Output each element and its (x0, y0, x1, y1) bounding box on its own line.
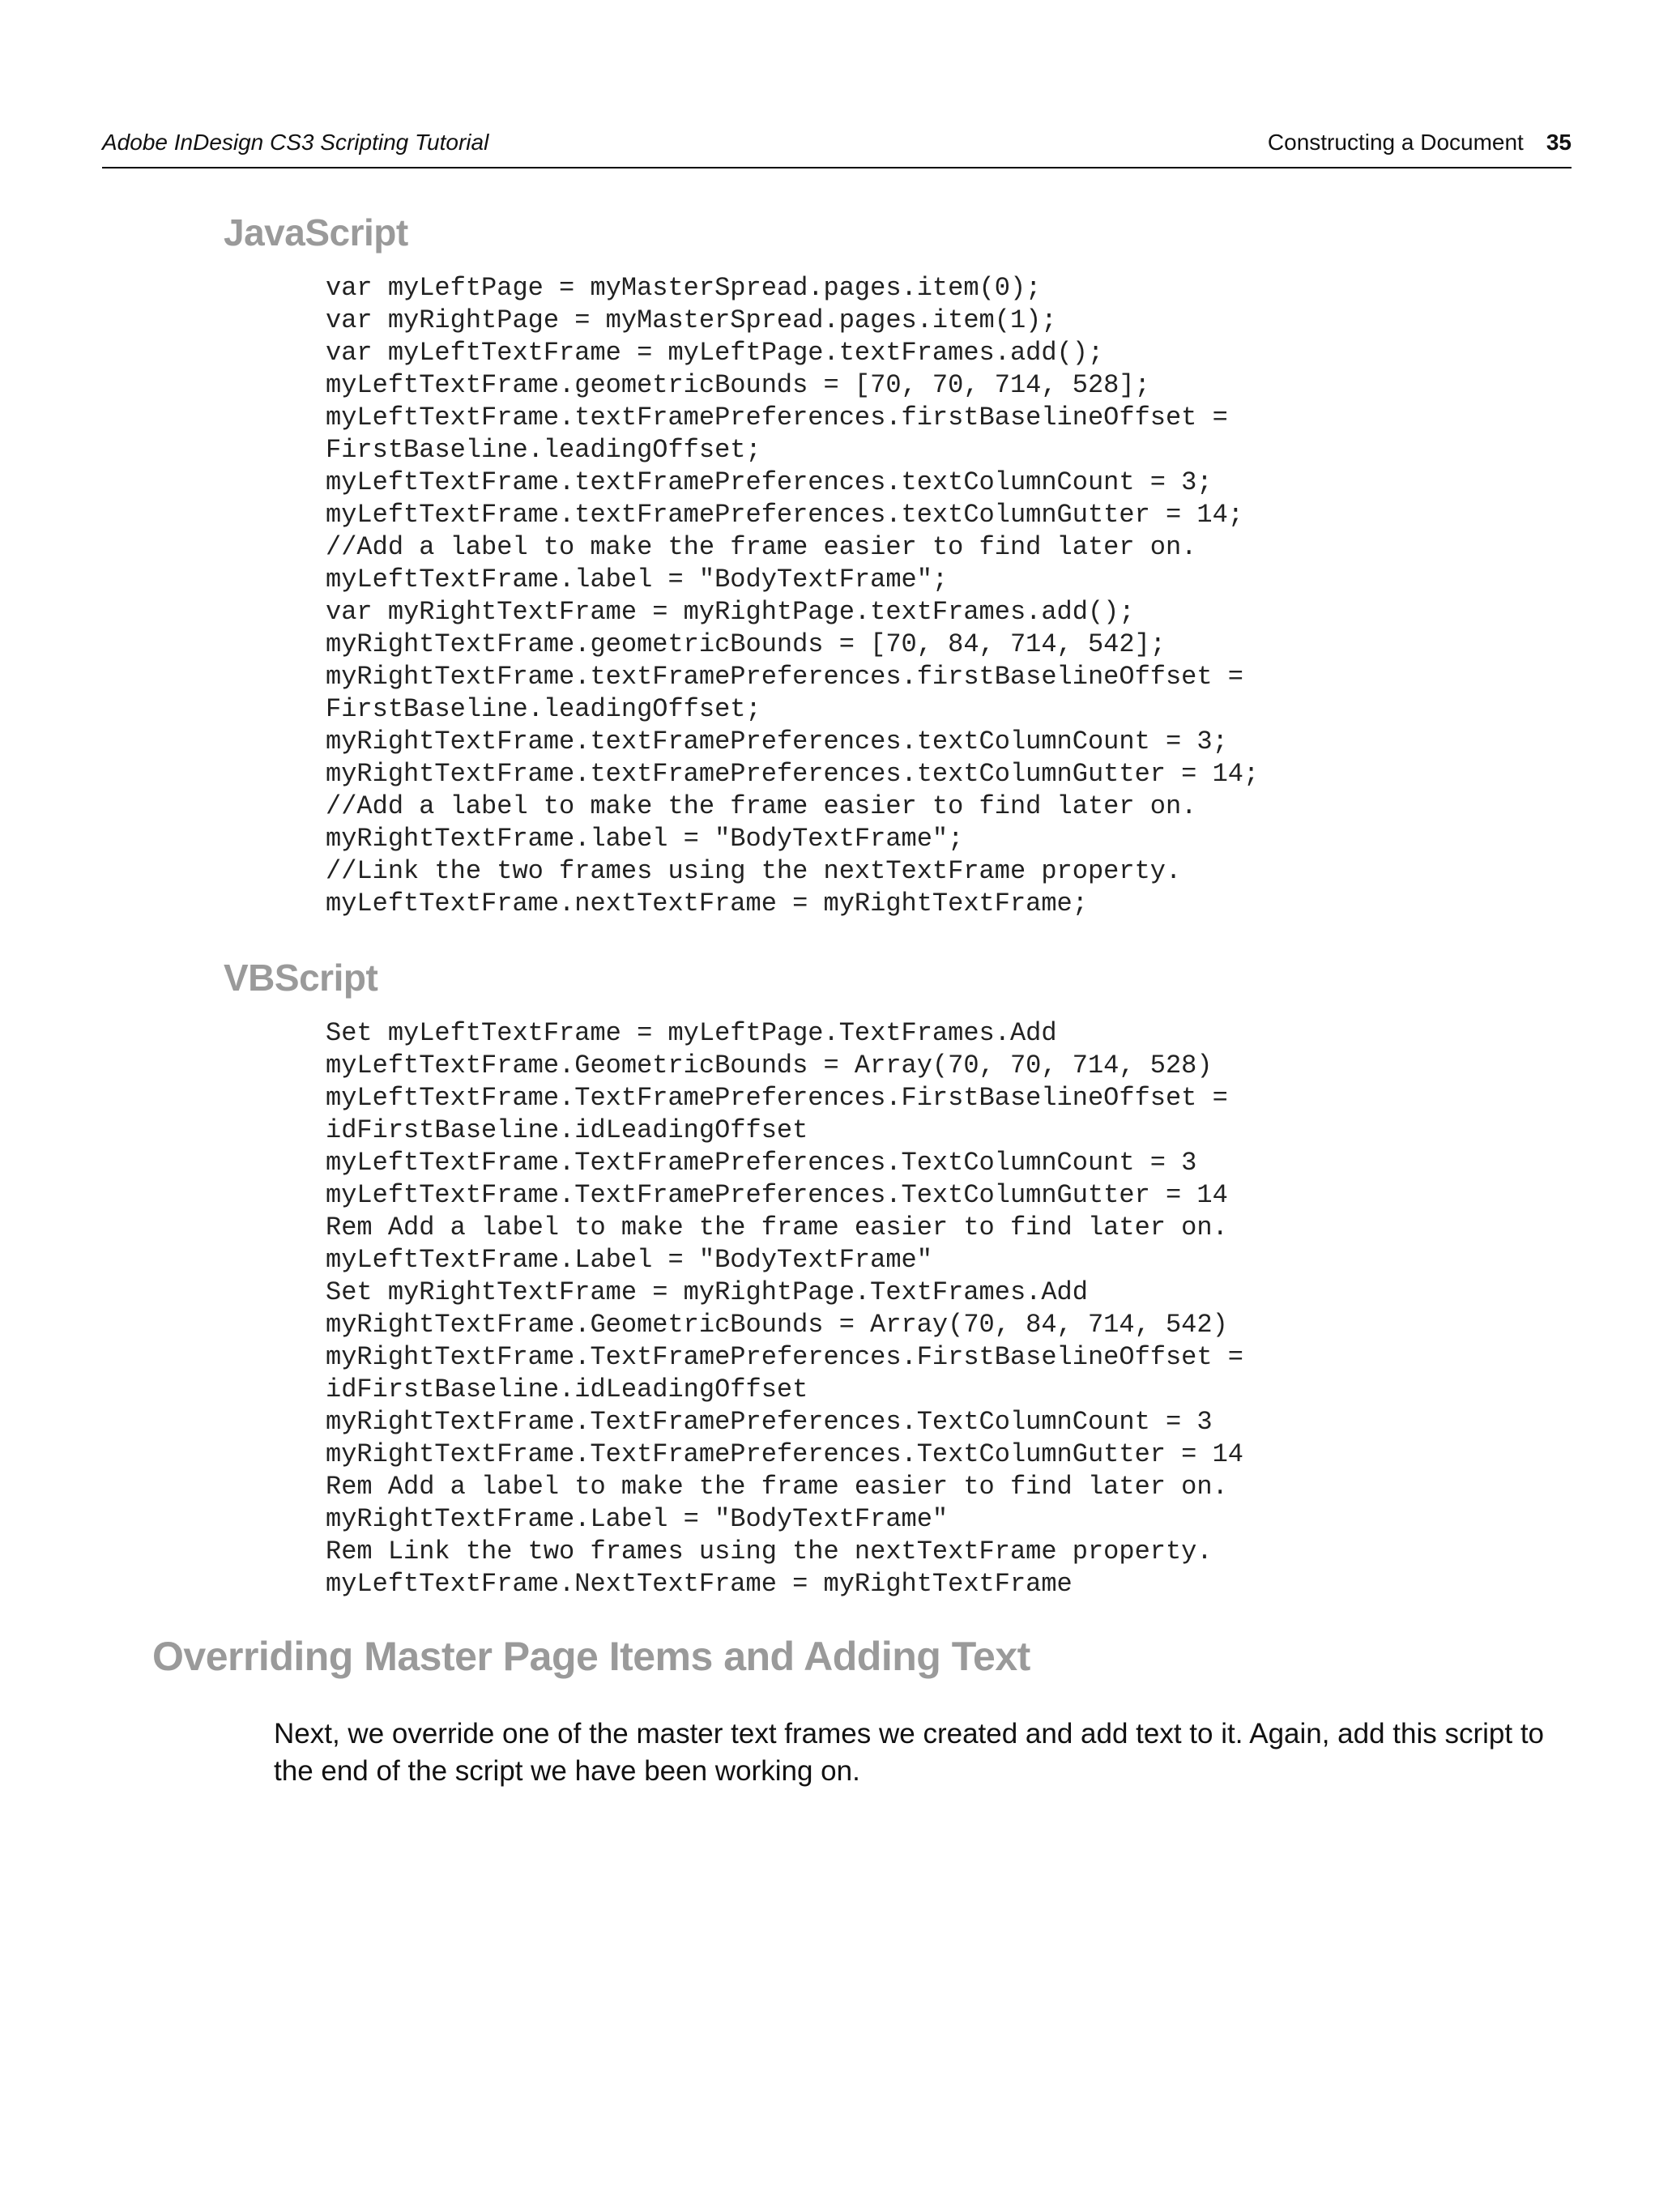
code-line: var myRightTextFrame = myRightPage.textFrames.add(); (326, 597, 1135, 627)
javascript-heading: JavaScript (224, 211, 408, 254)
code-line: myLeftTextFrame.textFramePreferences.firstBaselineOffset = (326, 403, 1228, 433)
code-line: Set myLeftTextFrame = myLeftPage.TextFrames.Add (326, 1018, 1057, 1048)
code-line: myLeftTextFrame.Label = "BodyTextFrame" (326, 1245, 932, 1275)
code-line: myRightTextFrame.TextFramePreferences.FirstBaselineOffset = (326, 1342, 1243, 1372)
code-line: myRightTextFrame.TextFramePreferences.TextColumnCount = 3 (326, 1407, 1213, 1437)
code-line: myLeftTextFrame.GeometricBounds = Array(70, 70, 714, 528) (326, 1051, 1213, 1080)
code-line: idFirstBaseline.idLeadingOffset (326, 1375, 808, 1404)
running-header-section: Constructing a Document (1267, 130, 1524, 155)
vbscript-heading: VBScript (224, 957, 378, 999)
code-line: //Add a label to make the frame easier to find later on. (326, 791, 1197, 821)
code-line: myLeftTextFrame.textFramePreferences.textColumnCount = 3; (326, 467, 1213, 497)
code-line: myRightTextFrame.TextFramePreferences.TextColumnGutter = 14 (326, 1439, 1243, 1469)
code-line: Rem Add a label to make the frame easier to find later on. (326, 1472, 1228, 1502)
running-header-title: Adobe InDesign CS3 Scripting Tutorial (102, 130, 489, 155)
overriding-body-paragraph: Next, we override one of the master text frames we created and add text to it. Again, add this script to the end of the script we have been working on. (274, 1718, 1545, 1787)
code-line: myRightTextFrame.Label = "BodyTextFrame" (326, 1504, 949, 1534)
code-line: myLeftTextFrame.label = "BodyTextFrame"; (326, 565, 949, 595)
code-line: myLeftTextFrame.TextFramePreferences.TextColumnCount = 3 (326, 1148, 1197, 1178)
code-line: Rem Link the two frames using the nextTextFrame property. (326, 1536, 1213, 1566)
javascript-code-block (326, 272, 1259, 920)
code-line: myLeftTextFrame.nextTextFrame = myRightTextFrame; (326, 889, 1088, 918)
running-header (102, 128, 1572, 168)
code-line: myRightTextFrame.textFramePreferences.textColumnCount = 3; (326, 727, 1228, 757)
code-line: myLeftTextFrame.TextFramePreferences.FirstBaselineOffset = (326, 1083, 1228, 1113)
code-line: myLeftTextFrame.TextFramePreferences.TextColumnGutter = 14 (326, 1180, 1228, 1210)
code-line: var myLeftPage = myMasterSpread.pages.item(0); (326, 273, 1042, 303)
code-line: //Link the two frames using the nextTextFrame property. (326, 856, 1182, 886)
code-line: myRightTextFrame.textFramePreferences.textColumnGutter = 14; (326, 759, 1260, 789)
code-line: myRightTextFrame.textFramePreferences.firstBaselineOffset = (326, 662, 1243, 692)
code-line: FirstBaseline.leadingOffset; (326, 694, 761, 724)
code-line: myRightTextFrame.label = "BodyTextFrame"; (326, 824, 964, 854)
running-header-section-group (1268, 130, 1572, 156)
code-line: var myLeftTextFrame = myLeftPage.textFrames.add(); (326, 338, 1104, 368)
code-line: myRightTextFrame.geometricBounds = [70, 84, 714, 542]; (326, 629, 1166, 659)
code-line: myLeftTextFrame.NextTextFrame = myRightTextFrame (326, 1569, 1073, 1599)
code-line: myLeftTextFrame.geometricBounds = [70, 70, 714, 528]; (326, 370, 1150, 400)
code-line: myLeftTextFrame.textFramePreferences.textColumnGutter = 14; (326, 500, 1243, 530)
code-line: Set myRightTextFrame = myRightPage.TextFrames.Add (326, 1277, 1088, 1307)
code-line: var myRightPage = myMasterSpread.pages.item(1); (326, 305, 1057, 335)
code-line: //Add a label to make the frame easier to find later on. (326, 532, 1197, 562)
overriding-section-heading: Overriding Master Page Items and Adding Text (152, 1634, 1030, 1679)
page-number: 35 (1546, 130, 1572, 155)
vbscript-code-block (326, 1017, 1243, 1600)
code-line: myRightTextFrame.GeometricBounds = Array(70, 84, 714, 542) (326, 1310, 1228, 1340)
code-line: FirstBaseline.leadingOffset; (326, 435, 761, 465)
code-line: Rem Add a label to make the frame easier to find later on. (326, 1213, 1228, 1242)
code-line: idFirstBaseline.idLeadingOffset (326, 1115, 808, 1145)
